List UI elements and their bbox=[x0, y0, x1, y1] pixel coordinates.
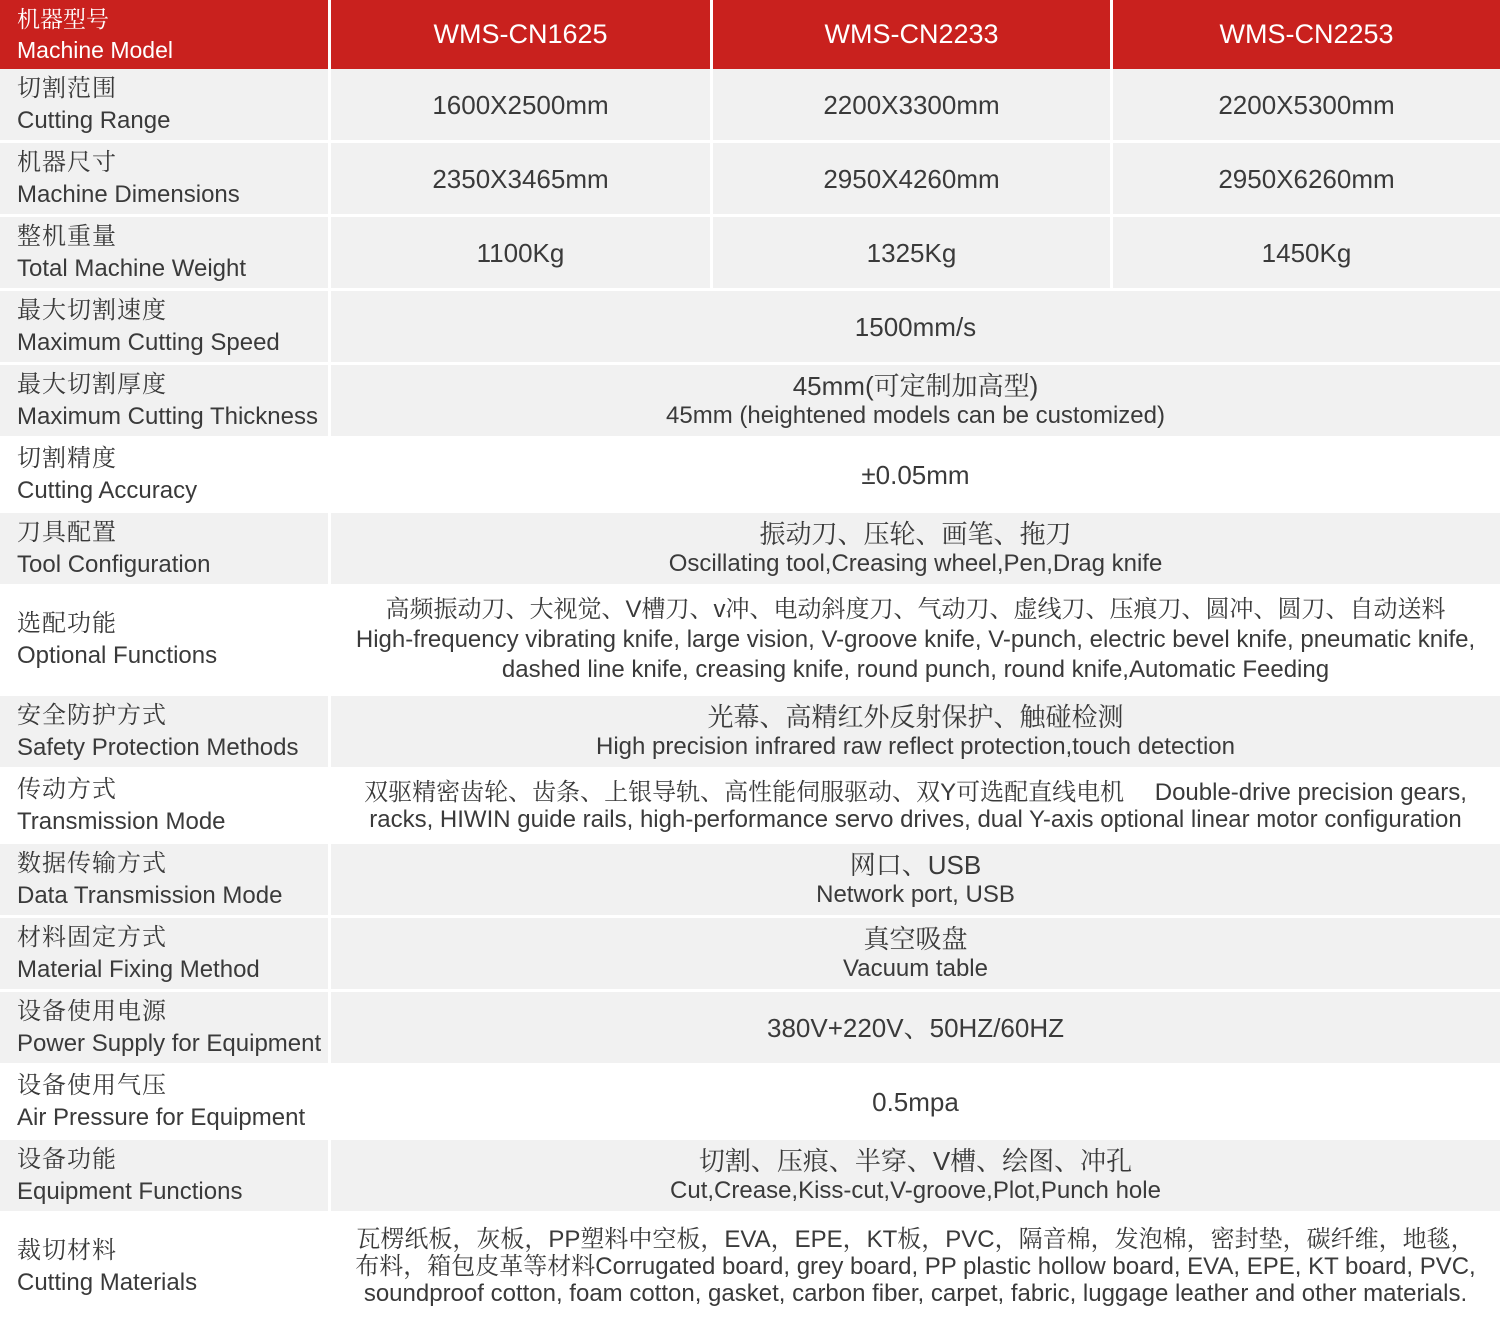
max-thickness-value bbox=[331, 365, 1500, 439]
row-label bbox=[0, 1066, 331, 1140]
row-label-zh: 整机重量 bbox=[17, 222, 117, 250]
row-label-zh: 设备使用气压 bbox=[17, 1071, 167, 1099]
tool-config-value bbox=[331, 513, 1500, 587]
row-label-zh: 切割精度 bbox=[17, 444, 117, 472]
row-label-zh: 材料固定方式 bbox=[17, 923, 167, 951]
weight-2: 1325Kg bbox=[713, 217, 1113, 291]
value-line: High-frequency vibrating knife, large vision, V-groove knife, V-punch, electric bevel knife, pneumatic knife, bbox=[355, 626, 1476, 653]
model-header-2: WMS-CN2233 bbox=[713, 0, 1113, 69]
value-line: 振动刀、压轮、画笔、拖刀 bbox=[759, 518, 1072, 549]
value-line: 45mm (heightened models can be customized) bbox=[666, 401, 1165, 429]
table-row bbox=[0, 1214, 1500, 1322]
table-row bbox=[0, 217, 1500, 291]
value-line: 0.5mpa bbox=[872, 1086, 959, 1117]
row-label bbox=[0, 291, 331, 365]
row-label bbox=[0, 365, 331, 439]
table-row bbox=[0, 291, 1500, 365]
weight-3: 1450Kg bbox=[1113, 217, 1500, 291]
dimensions-3: 2950X6260mm bbox=[1113, 143, 1500, 217]
row-label-en: Optional Functions bbox=[17, 642, 218, 669]
row-label bbox=[0, 513, 331, 587]
row-label-zh: 数据传输方式 bbox=[17, 849, 167, 877]
row-label-en: Data Transmission Mode bbox=[17, 881, 283, 909]
value-line: 双驱精密齿轮、齿条、上银导轨、高性能伺服驱动、双Y可选配直线电机 Double-drive precision gears, bbox=[364, 778, 1467, 806]
value-line: ±0.05mm bbox=[861, 459, 970, 490]
value-line: Oscillating tool,Creasing wheel,Pen,Drag knife bbox=[668, 549, 1163, 577]
row-label-en: Air Pressure for Equipment bbox=[17, 1103, 306, 1131]
row-label bbox=[0, 1140, 331, 1214]
row-label bbox=[0, 770, 331, 844]
table-row bbox=[0, 513, 1500, 587]
air-pressure-value bbox=[331, 1066, 1500, 1140]
row-label bbox=[0, 217, 331, 291]
weight-1: 1100Kg bbox=[331, 217, 713, 291]
row-label bbox=[0, 992, 331, 1066]
value-line: Vacuum table bbox=[843, 954, 988, 982]
row-label-en: Total Machine Weight bbox=[17, 254, 247, 282]
row-label-zh: 安全防护方式 bbox=[17, 701, 167, 729]
safety-value bbox=[331, 696, 1500, 770]
row-label-zh: 选配功能 bbox=[17, 610, 117, 637]
row-label-zh: 裁切材料 bbox=[17, 1236, 117, 1264]
value-line: dashed line knife, creasing knife, round punch, round knife,Automatic Feeding bbox=[501, 656, 1330, 683]
value-line: 网口、USB bbox=[849, 849, 982, 880]
row-label-en: Equipment Functions bbox=[17, 1177, 243, 1205]
table-row bbox=[0, 918, 1500, 992]
material-fixing-value bbox=[331, 918, 1500, 992]
row-label-zh: 机器尺寸 bbox=[17, 148, 117, 176]
value-line: soundproof cotton, foam cotton, gasket, carbon fiber, carpet, fabric, luggage leather and other materials. bbox=[363, 1280, 1468, 1307]
row-label-en: Power Supply for Equipment bbox=[17, 1029, 322, 1057]
value-line: 380V+220V、50HZ/60HZ bbox=[766, 1012, 1064, 1043]
model-header-1: WMS-CN1625 bbox=[331, 0, 713, 69]
value-line: 45mm(可定制加高型) bbox=[792, 370, 1039, 401]
table-row bbox=[0, 1066, 1500, 1140]
optional-functions-value bbox=[331, 587, 1500, 696]
value-line: High precision infrared raw reflect protection,touch detection bbox=[596, 732, 1235, 760]
value-line: racks, HIWIN guide rails, high-performance servo drives, dual Y-axis optional linear motor configuration bbox=[369, 805, 1462, 833]
table-row bbox=[0, 587, 1500, 696]
table-row bbox=[0, 143, 1500, 217]
row-label-zh: 传动方式 bbox=[17, 775, 117, 803]
header-label-en: Machine Model bbox=[17, 36, 173, 63]
accuracy-value bbox=[331, 439, 1500, 513]
value-line: 切割、压痕、半穿、V槽、绘图、冲孔 bbox=[698, 1145, 1133, 1176]
row-label-en: Maximum Cutting Speed bbox=[17, 328, 280, 356]
header-label bbox=[0, 0, 331, 69]
row-label-en: Tool Configuration bbox=[17, 550, 211, 578]
row-label-en: Machine Dimensions bbox=[17, 180, 240, 208]
cutting-range-2: 2200X3300mm bbox=[713, 69, 1113, 143]
row-label-zh: 设备使用电源 bbox=[17, 997, 167, 1025]
value-line: 瓦楞纸板，灰板，PP塑料中空板，EVA，EPE，KT板，PVC，隔音棉，发泡棉，密封垫，碳纤维，地毯， bbox=[356, 1226, 1475, 1253]
row-label bbox=[0, 918, 331, 992]
row-label bbox=[0, 143, 331, 217]
table-row bbox=[0, 770, 1500, 844]
row-label-en: Cutting Materials bbox=[17, 1268, 198, 1296]
value-line: 1500mm/s bbox=[854, 311, 977, 342]
row-label-zh: 最大切割厚度 bbox=[17, 370, 167, 398]
table-row bbox=[0, 844, 1500, 918]
transmission-value bbox=[331, 770, 1500, 844]
cutting-range-3: 2200X5300mm bbox=[1113, 69, 1500, 143]
row-label-en: Material Fixing Method bbox=[17, 955, 260, 983]
data-transmission-value bbox=[331, 844, 1500, 918]
table-row bbox=[0, 696, 1500, 770]
value-line: 真空吸盘 bbox=[863, 923, 968, 954]
cutting-range-1: 1600X2500mm bbox=[331, 69, 713, 143]
value-line: Cut,Crease,Kiss-cut,V-groove,Plot,Punch hole bbox=[670, 1176, 1161, 1204]
row-label bbox=[0, 1214, 331, 1322]
row-label-en: Transmission Mode bbox=[17, 807, 226, 835]
cutting-materials-value bbox=[331, 1214, 1500, 1322]
value-line: 高频振动刀、大视觉、V槽刀、v冲、电动斜度刀、气动刀、虚线刀、压痕刀、圆冲、圆刀、自动送料 bbox=[385, 596, 1446, 623]
table-row bbox=[0, 1140, 1500, 1214]
equipment-functions-value bbox=[331, 1140, 1500, 1214]
row-label bbox=[0, 69, 331, 143]
row-label-en: Maximum Cutting Thickness bbox=[17, 402, 318, 430]
row-label-en: Safety Protection Methods bbox=[17, 733, 299, 761]
table-row bbox=[0, 69, 1500, 143]
row-label-en: Cutting Accuracy bbox=[17, 476, 198, 504]
row-label-en: Cutting Range bbox=[17, 106, 171, 134]
row-label-zh: 最大切割速度 bbox=[17, 296, 167, 324]
row-label-zh: 刀具配置 bbox=[17, 518, 117, 546]
header-label-zh: 机器型号 bbox=[17, 5, 109, 32]
row-label-zh: 设备功能 bbox=[17, 1145, 117, 1173]
row-label-zh: 切割范围 bbox=[17, 74, 117, 102]
row-label bbox=[0, 844, 331, 918]
dimensions-2: 2950X4260mm bbox=[713, 143, 1113, 217]
power-supply-value bbox=[331, 992, 1500, 1066]
value-line: 光幕、高精红外反射保护、触碰检测 bbox=[707, 701, 1124, 732]
row-label bbox=[0, 439, 331, 513]
row-label bbox=[0, 587, 331, 696]
model-header-3: WMS-CN2253 bbox=[1113, 0, 1500, 69]
value-line: 布料，箱包皮革等材料Corrugated board, grey board, PP plastic hollow board, EVA, EPE, KT board, PVC, bbox=[355, 1253, 1476, 1280]
table-row bbox=[0, 439, 1500, 513]
value-line: Network port, USB bbox=[816, 880, 1015, 908]
table-row bbox=[0, 992, 1500, 1066]
row-label bbox=[0, 696, 331, 770]
dimensions-1: 2350X3465mm bbox=[331, 143, 713, 217]
max-speed-value bbox=[331, 291, 1500, 365]
table-row bbox=[0, 365, 1500, 439]
header-row bbox=[0, 0, 1500, 69]
